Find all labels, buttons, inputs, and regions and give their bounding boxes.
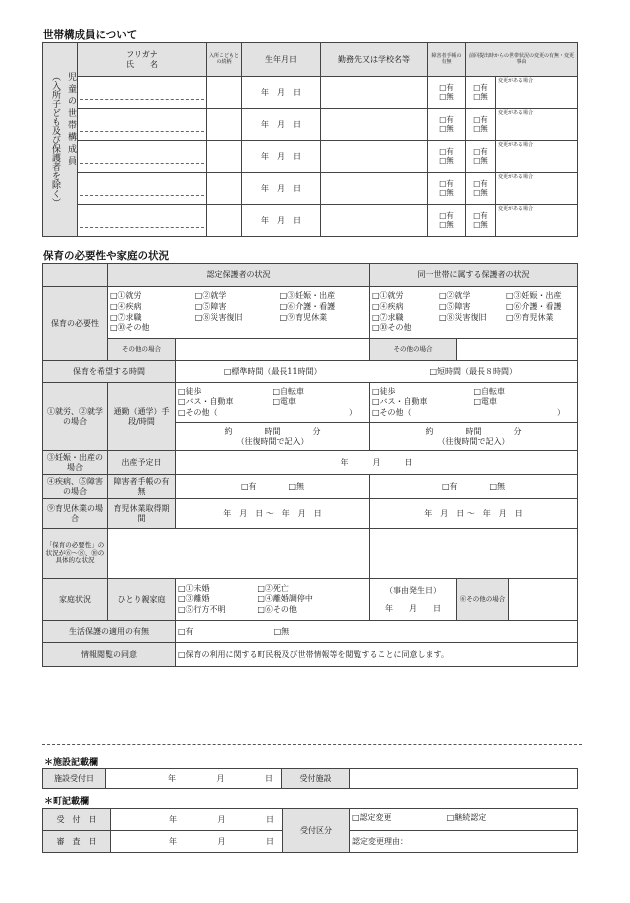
household-side-sub: （入所子ども及び保護者を除く） [50,72,60,207]
change-reason-cell[interactable]: 変更がある場合 [496,141,578,173]
commute-time-text: 約 時間 分 [224,427,321,437]
need-study-checkbox[interactable]: □②就学 [438,290,471,300]
need-nursing-checkbox[interactable]: □⑥介護・看護 [505,301,562,311]
member-relation-cell[interactable] [207,205,242,237]
change-yes-checkbox[interactable]: □有 [473,178,488,188]
facility-name-label: 受付施設 [282,769,350,789]
disability-yes-checkbox[interactable]: □有 [439,114,454,124]
member-name-cell[interactable] [78,173,207,205]
header-name [78,43,207,77]
date-year: 年 [169,814,177,824]
family-label: 家庭状況 [43,579,108,621]
commute-train-checkbox[interactable]: □電車 [473,397,498,407]
date-year: 年 [169,836,177,846]
consent-checkbox[interactable]: □保育の利用に関する町民税及び世帯情報等を閲覧することに同意します。 [176,643,578,667]
member-name-cell[interactable] [78,205,207,237]
member-disability-cell[interactable] [428,205,466,237]
household-row [43,109,578,141]
childcare-leave-label: ⑨育児休業の場合 [43,499,108,529]
change-reason-cell[interactable]: 変更がある場合 [496,77,578,109]
member-disability-cell[interactable] [428,109,466,141]
illness-label: ④疾病、⑤障害の場合 [43,475,108,499]
welfare-no-checkbox[interactable]: □無 [273,626,290,636]
need-disaster-checkbox[interactable]: □⑧災害復旧 [438,312,487,322]
specific-situation-primary[interactable] [108,529,370,579]
need-nursing-checkbox[interactable]: □⑥介護・看護 [279,301,336,311]
change-reason-cell[interactable]: 変更がある場合 [496,205,578,237]
facility-received-date[interactable] [106,769,282,789]
other-case-label-primary: その他の場合 [108,339,176,361]
household-section-title: 世帯構成員について [43,29,138,41]
member-workplace-cell[interactable] [321,109,428,141]
commute-bus-car-checkbox[interactable]: □バス・自動車 [178,397,234,407]
family-mediation-checkbox[interactable]: □④離婚調停中 [257,594,313,604]
member-name-cell[interactable] [78,141,207,173]
col-other-header: 同一世帯に属する保護者の状況 [370,264,578,287]
review-date-field[interactable] [111,831,283,853]
member-workplace-cell[interactable] [321,205,428,237]
need-jobseek-checkbox[interactable]: □⑦求職 [372,312,404,322]
disability-yes-checkbox[interactable]: □有 [439,82,454,92]
need-childcare-leave-checkbox[interactable]: □⑨育児休業 [279,312,328,322]
member-change-cell[interactable] [466,205,496,237]
facility-section-title: ＊施設記載欄 [44,758,99,768]
family-divorced-checkbox[interactable]: □③離婚 [178,594,210,604]
commute-other-checkbox[interactable]: □その他（ [372,407,412,417]
need-work-checkbox[interactable]: □①就労 [110,290,142,300]
household-table [42,42,578,237]
accept-date-label: 受 付 日 [43,809,111,831]
need-other-checkbox[interactable]: □⑩その他 [110,323,150,333]
member-relation-cell[interactable] [207,141,242,173]
change-yes-checkbox[interactable]: □有 [473,146,488,156]
welfare-label: 生活保護の適用の有無 [43,621,176,643]
event-date-field[interactable] [370,579,457,621]
need-study-checkbox[interactable]: □②就学 [194,290,227,300]
col-primary-header: 認定保護者の状況 [108,264,370,287]
need-pregnancy-checkbox[interactable]: □③妊娠・出産 [505,290,562,300]
handbook-yes-checkbox[interactable]: □有 [441,481,458,491]
member-disability-cell[interactable] [428,173,466,205]
commute-time-text: 約 時間 分 [425,427,522,437]
date-day: 日 [266,814,274,824]
consent-label: 情報閲覧の同意 [43,643,176,667]
change-reason-cell[interactable]: 変更がある場合 [496,109,578,141]
other-case-input-primary[interactable] [176,339,370,361]
family-other-input[interactable] [509,579,578,621]
member-workplace-cell[interactable] [321,77,428,109]
commute-time-note: （往復時間で記入） [236,436,309,446]
change-no-checkbox[interactable]: □無 [473,219,488,229]
commute-options-other[interactable] [370,383,578,423]
household-row [43,173,578,205]
event-date-value: 年 月 日 [385,603,441,613]
hours-label: 保育を希望する時間 [43,361,176,383]
need-label: 保育の必要性 [43,287,108,361]
change-yes-checkbox[interactable]: □有 [473,114,488,124]
hours-standard-checkbox[interactable]: □標準時間（最長11時間） [176,361,370,383]
household-side-text: 児童の世帯構成員 [66,72,76,168]
category-options[interactable] [350,809,578,831]
pregnancy-label: ③妊娠・出産の場合 [43,451,108,475]
member-birth-cell[interactable]: 年 月 日 [242,173,321,205]
change-no-checkbox[interactable]: □無 [473,187,488,197]
household-row [43,77,578,109]
change-reason-field[interactable]: 認定変更理由： [350,831,578,853]
member-change-cell[interactable] [466,77,496,109]
leave-period-primary[interactable]: 年 月 日 〜 年 月 日 [176,499,370,529]
town-table [42,808,578,853]
family-missing-checkbox[interactable]: □⑤行方不明 [178,604,226,614]
need-work-checkbox[interactable]: □①就労 [372,290,404,300]
need-illness-checkbox[interactable]: □④疾病 [110,301,142,311]
member-relation-cell[interactable] [207,109,242,141]
date-year: 年 [168,773,176,783]
need-other-checkbox[interactable]: □⑩その他 [372,323,412,333]
commute-time-note: （往復時間で記入） [437,436,510,446]
member-birth-cell[interactable]: 年 月 日 [242,77,321,109]
household-row [43,205,578,237]
care-section-title: 保育の必要性や家庭の状況 [43,250,169,262]
care-header-blank [43,264,108,287]
household-side-label [43,43,78,237]
commute-other-close: ） [349,407,357,417]
header-disability: 障害者手帳の有無 [428,43,466,77]
change-yes-checkbox[interactable]: □有 [473,82,488,92]
disability-no-checkbox[interactable]: □無 [439,123,454,133]
family-unmarried-checkbox[interactable]: □①未婚 [178,583,210,593]
commute-train-checkbox[interactable]: □電車 [272,397,297,407]
handbook-yes-checkbox[interactable]: □有 [240,481,257,491]
member-name-cell[interactable] [78,109,207,141]
need-options-primary[interactable] [108,287,370,339]
member-relation-cell[interactable] [207,173,242,205]
date-day: 日 [266,836,274,846]
member-workplace-cell[interactable] [321,141,428,173]
member-change-cell[interactable] [466,173,496,205]
header-name-text: 氏 名 [126,59,158,69]
disability-no-checkbox[interactable]: □無 [439,187,454,197]
handbook-label: 障害者手帳の有無 [108,475,176,499]
disability-no-checkbox[interactable]: □無 [439,155,454,165]
date-month: 月 [217,814,226,824]
date-month: 月 [217,836,226,846]
facility-table [42,768,578,789]
specific-situation-other[interactable] [370,529,578,579]
work-study-label: ①就労、②就学の場合 [43,383,108,451]
hours-short-checkbox[interactable]: □短時間（最長８時間） [370,361,578,383]
certification-change-checkbox[interactable]: □認定変更 [352,813,392,822]
header-furigana: フリガナ [126,50,158,60]
accept-date-field[interactable] [111,809,283,831]
household-row [43,141,578,173]
header-change: 前回提出時からの世帯状況の変更の有無・変更事由 [466,43,578,77]
date-day: 日 [265,773,273,783]
member-birth-cell[interactable]: 年 月 日 [242,109,321,141]
commute-walk-checkbox[interactable]: □徒歩 [178,386,202,396]
other-case-label-other: その他の場合 [370,339,457,361]
divider-line [42,744,582,745]
continued-certification-checkbox[interactable]: □継続認定 [446,813,487,822]
header-birth: 生年月日 [242,43,321,77]
event-date-label: （事由発生日） [385,586,441,596]
commute-bicycle-checkbox[interactable]: □自転車 [473,386,506,396]
family-other-label: ⑥その他の場合 [457,579,509,621]
header-workplace: 勤務先又は学校名等 [321,43,428,77]
disability-yes-checkbox[interactable]: □有 [439,146,454,156]
change-yes-checkbox[interactable]: □有 [473,210,488,220]
disability-yes-checkbox[interactable]: □有 [439,178,454,188]
commute-time-other[interactable] [370,423,578,451]
need-childcare-leave-checkbox[interactable]: □⑨育児休業 [505,312,554,322]
handbook-other[interactable] [370,475,578,499]
specific-situation-label: 「保育の必要性」の状況が⑥〜⑧、⑩の具体的な状況 [43,529,108,579]
welfare-field[interactable] [176,621,578,643]
need-illness-checkbox[interactable]: □④疾病 [372,301,404,311]
member-relation-cell[interactable] [207,77,242,109]
change-reason-cell[interactable]: 変更がある場合 [496,173,578,205]
family-bereaved-checkbox[interactable]: □②死亡 [257,583,289,593]
need-pregnancy-checkbox[interactable]: □③妊娠・出産 [279,290,336,300]
disability-no-checkbox[interactable]: □無 [439,91,454,101]
family-other-checkbox[interactable]: □⑥その他 [257,604,297,614]
commute-bus-car-checkbox[interactable]: □バス・自動車 [372,397,428,407]
member-birth-cell[interactable]: 年 月 日 [242,205,321,237]
category-label: 受付区分 [283,809,350,853]
disability-yes-checkbox[interactable]: □有 [439,210,454,220]
handbook-no-checkbox[interactable]: □無 [489,481,506,491]
review-date-label: 審 査 日 [43,831,111,853]
member-change-cell[interactable] [466,141,496,173]
leave-period-other[interactable]: 年 月 日 〜 年 月 日 [370,499,578,529]
due-date-label: 出産予定日 [108,451,176,475]
facility-received-label: 施設受付日 [43,769,106,789]
need-options-other[interactable] [370,287,578,339]
care-table [42,263,578,667]
member-name-cell[interactable] [78,77,207,109]
other-case-input-other[interactable] [457,339,578,361]
date-month: 月 [216,773,225,783]
change-no-checkbox[interactable]: □無 [473,123,488,133]
member-disability-cell[interactable] [428,141,466,173]
family-options[interactable] [176,579,370,621]
member-birth-cell[interactable]: 年 月 日 [242,141,321,173]
commute-walk-checkbox[interactable]: □徒歩 [372,386,396,396]
need-disaster-checkbox[interactable]: □⑧災害復旧 [194,312,243,322]
handbook-no-checkbox[interactable]: □無 [288,481,305,491]
change-no-checkbox[interactable]: □無 [473,91,488,101]
single-parent-label: ひとり親家庭 [108,579,176,621]
member-change-cell[interactable] [466,109,496,141]
header-relation: 入所こどもとの続柄 [207,43,242,77]
member-workplace-cell[interactable] [321,173,428,205]
facility-name-input[interactable] [350,769,578,789]
member-disability-cell[interactable] [428,77,466,109]
commute-bicycle-checkbox[interactable]: □自転車 [272,386,305,396]
need-disability-checkbox[interactable]: □⑤障害 [194,301,227,311]
commute-options-primary[interactable] [176,383,370,423]
need-disability-checkbox[interactable]: □⑤障害 [438,301,471,311]
town-section-title: ＊町記載欄 [44,797,90,807]
change-no-checkbox[interactable]: □無 [473,155,488,165]
need-jobseek-checkbox[interactable]: □⑦求職 [110,312,142,322]
welfare-yes-checkbox[interactable]: □有 [178,626,194,636]
handbook-primary[interactable] [176,475,370,499]
due-date-field[interactable]: 年 月 日 [176,451,578,475]
commute-other-checkbox[interactable]: □その他（ [178,407,218,417]
leave-period-label: 育児休業取得期間 [108,499,176,529]
commute-label: 通勤（通学）手段/時間 [108,383,176,451]
disability-no-checkbox[interactable]: □無 [439,219,454,229]
commute-other-close: ） [557,407,565,417]
commute-time-primary[interactable] [176,423,370,451]
